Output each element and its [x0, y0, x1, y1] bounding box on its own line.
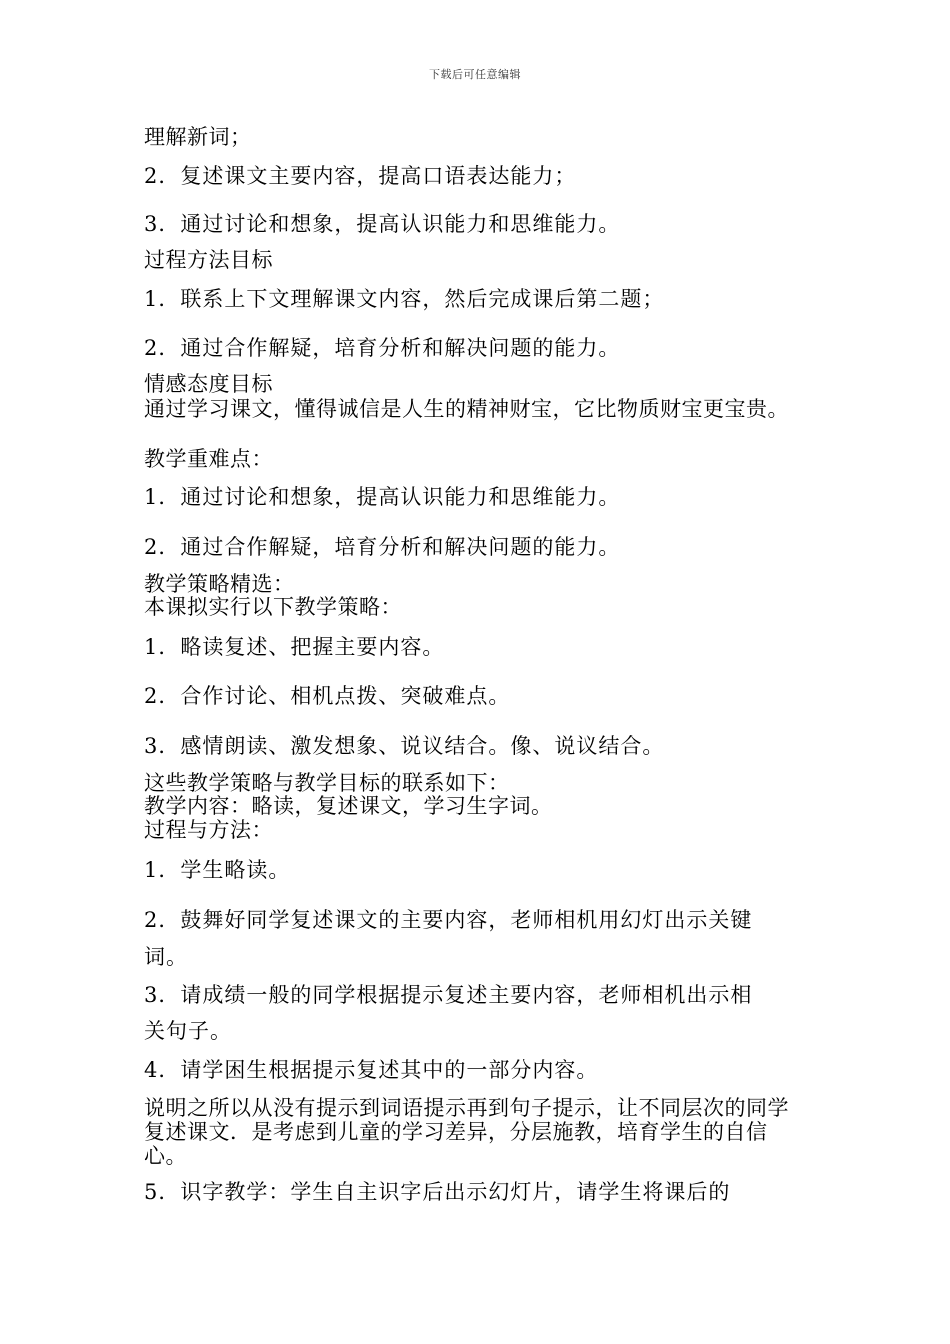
numbered-line: 1．通过讨论和想象，提高认识能力和思维能力。: [144, 485, 621, 509]
text-line: 教学内容：略读，复述课文，学习生字词。: [144, 794, 553, 818]
numbered-line: 1．略读复述、把握主要内容。: [144, 635, 445, 659]
section-heading: 过程与方法：: [144, 818, 273, 842]
numbered-line: 2．通过合作解疑，培育分析和解决问题的能力。: [144, 535, 621, 559]
section-heading: 教学重难点：: [144, 447, 273, 471]
numbered-line: 5．识字教学：学生自主识字后出示幻灯片，请学生将课后的: [144, 1180, 731, 1204]
numbered-line: 2．复述课文主要内容，提高口语表达能力；: [144, 164, 577, 188]
numbered-line: 4．请学困生根据提示复述其中的一部分内容。: [144, 1058, 599, 1082]
numbered-line-continuation: 词。: [144, 945, 188, 969]
numbered-line: 2．通过合作解疑，培育分析和解决问题的能力。: [144, 336, 621, 360]
numbered-line: 1．学生略读。: [144, 858, 291, 882]
numbered-line: 1．联系上下文理解课文内容，然后完成课后第二题；: [144, 287, 665, 311]
numbered-line: 3．通过讨论和想象，提高认识能力和思维能力。: [144, 212, 621, 236]
text-line: 理解新词；: [144, 125, 252, 149]
section-heading: 情感态度目标: [144, 372, 273, 396]
section-heading: 过程方法目标: [144, 248, 273, 272]
numbered-line-continuation: 关句子。: [144, 1019, 232, 1043]
numbered-line: 2．鼓舞好同学复述课文的主要内容，老师相机用幻灯出示关键: [144, 908, 753, 932]
numbered-line: 3．请成绩一般的同学根据提示复述主要内容，老师相机出示相: [144, 983, 753, 1007]
numbered-line: 3．感情朗读、激发想象、说议结合。像、说议结合。: [144, 734, 665, 758]
paragraph: 说明之所以从没有提示到词语提示再到句子提示，让不同层次的同学复述课文．是考虑到儿童的学习差异，分层施教，培育学生的自信心。: [144, 1096, 789, 1168]
numbered-line: 2．合作讨论、相机点拨、突破难点。: [144, 684, 511, 708]
paragraph: 通过学习课文，懂得诚信是人生的精神财宝，它比物质财宝更宝贵。: [144, 397, 789, 421]
page-header-note: 下载后可任意编辑: [429, 68, 521, 81]
section-heading: 教学策略精选：: [144, 572, 295, 596]
text-line: 本课拟实行以下教学策略：: [144, 595, 402, 619]
text-line: 这些教学策略与教学目标的联系如下：: [144, 771, 510, 795]
